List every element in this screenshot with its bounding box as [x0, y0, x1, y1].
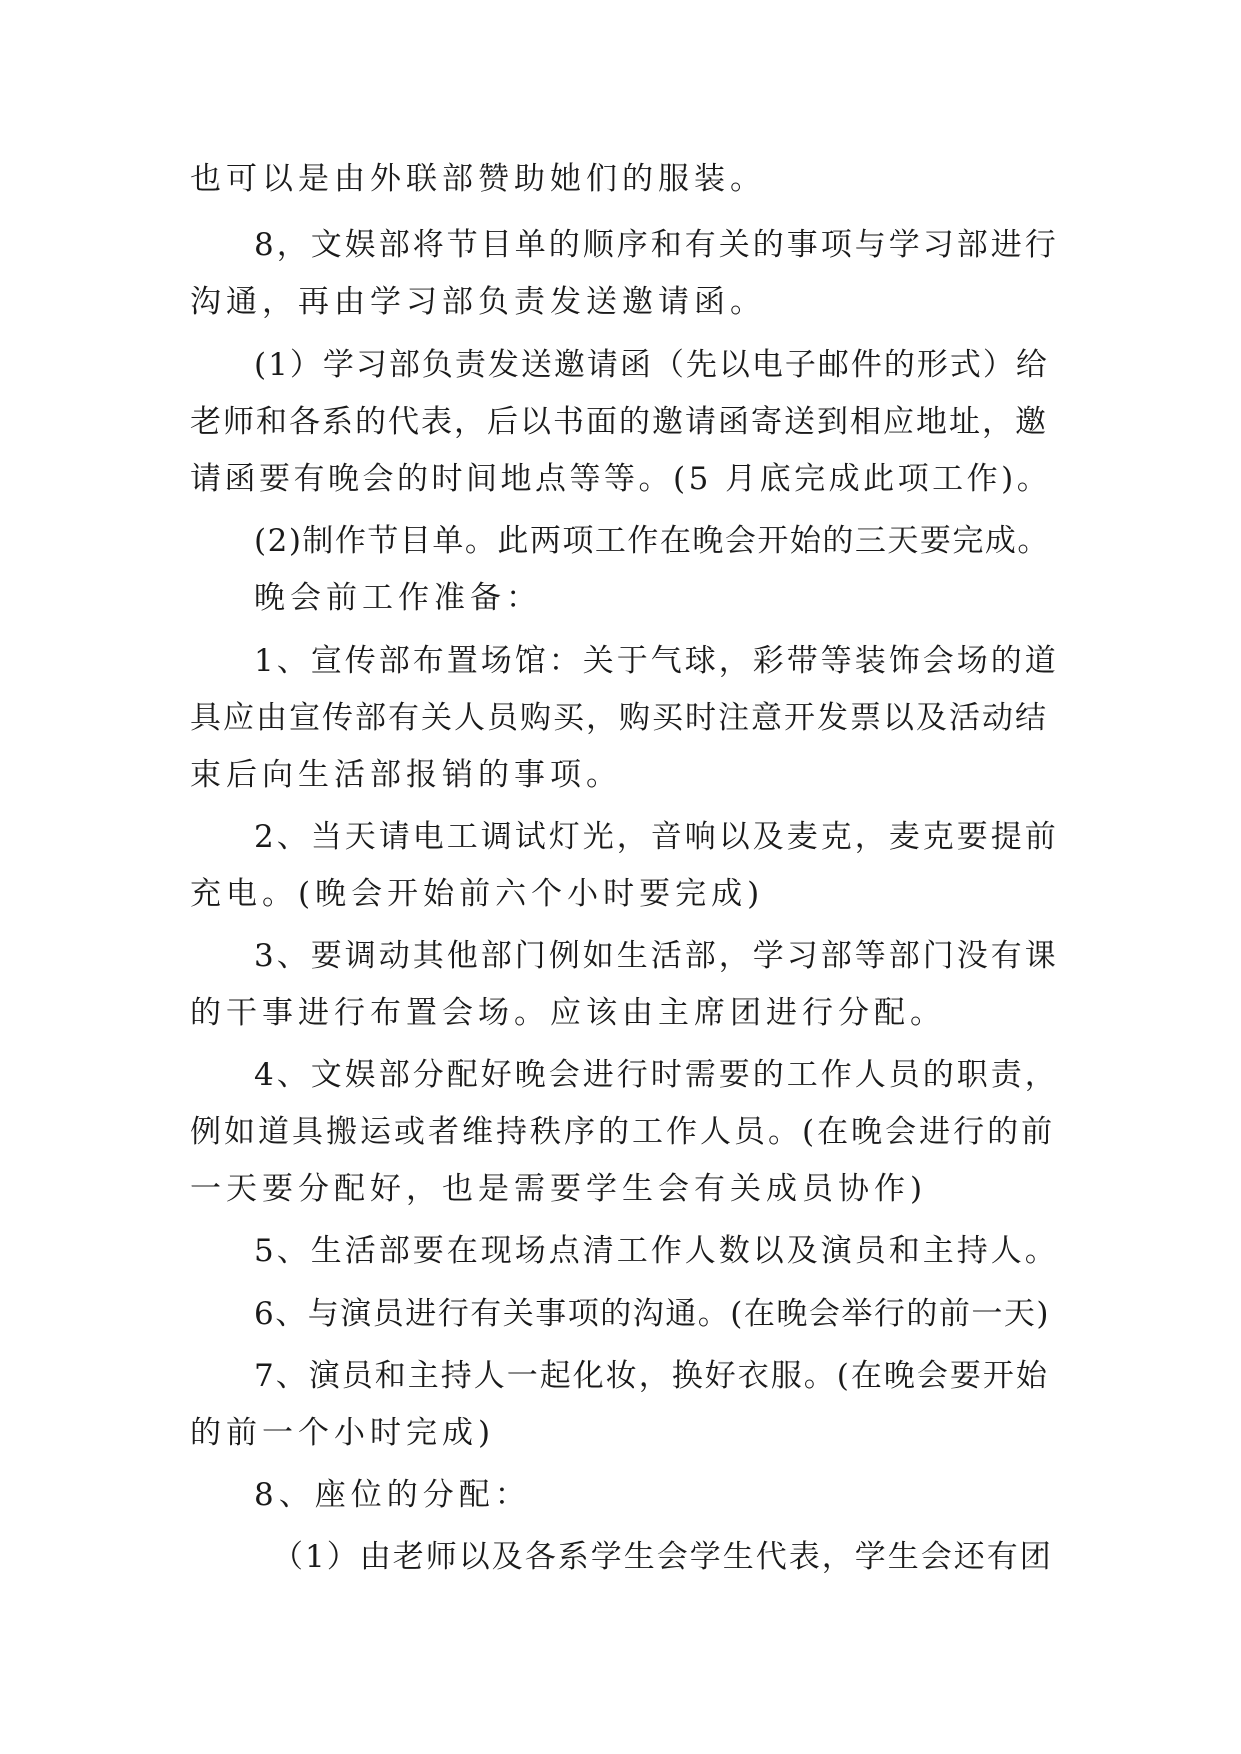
text-line: (1）学习部负责发送邀请函（先以电子邮件的形式）给: [254, 347, 1049, 383]
text-line: 束后向生活部报销的事项。: [190, 757, 622, 793]
text-line: 8、座位的分配：: [254, 1477, 531, 1513]
text-line: (2)制作节目单。此两项工作在晚会开始的三天要完成。: [254, 523, 1050, 559]
text-line: 一天要分配好，也是需要学生会有关成员协作): [190, 1171, 928, 1207]
text-line: 8，文娱部将节目单的顺序和有关的事项与学习部进行: [254, 227, 1059, 263]
text-line: 5、生活部要在现场点清工作人数以及演员和主持人。: [254, 1233, 1059, 1269]
text-line: （1）由老师以及各系学生会学生代表，学生会还有团: [272, 1539, 1053, 1575]
text-line: 充电。(晚会开始前六个小时要完成): [190, 876, 765, 912]
text-line: 也可以是由外联部赞助她们的服装。: [190, 161, 766, 197]
text-line: 3、要调动其他部门例如生活部，学习部等部门没有课: [254, 938, 1059, 974]
text-line: 4、文娱部分配好晚会进行时需要的工作人员的职责，: [254, 1057, 1059, 1093]
text-line: 6、与演员进行有关事项的沟通。(在晚会举行的前一天): [254, 1296, 1050, 1332]
text-line: 具应由宣传部有关人员购买，购买时注意开发票以及活动结: [190, 700, 1048, 736]
text-line: 的前一个小时完成): [190, 1415, 496, 1451]
text-line: 老师和各系的代表，后以书面的邀请函寄送到相应地址，邀: [190, 404, 1048, 440]
text-line: 晚会前工作准备：: [254, 580, 542, 616]
text-line: 1、宣传部布置场馆：关于气球，彩带等装饰会场的道: [254, 643, 1059, 679]
text-line: 请函要有晚会的时间地点等等。(5 月底完成此项工作)。: [190, 461, 1052, 497]
text-line: 7、演员和主持人一起化妆，换好衣服。(在晚会要开始: [254, 1358, 1049, 1394]
text-line: 例如道具搬运或者维持秩序的工作人员。(在晚会进行的前: [190, 1114, 1056, 1150]
text-line: 的干事进行布置会场。应该由主席团进行分配。: [190, 995, 946, 1031]
text-line: 2、当天请电工调试灯光，音响以及麦克，麦克要提前: [254, 819, 1059, 855]
text-line: 沟通，再由学习部负责发送邀请函。: [190, 284, 766, 320]
